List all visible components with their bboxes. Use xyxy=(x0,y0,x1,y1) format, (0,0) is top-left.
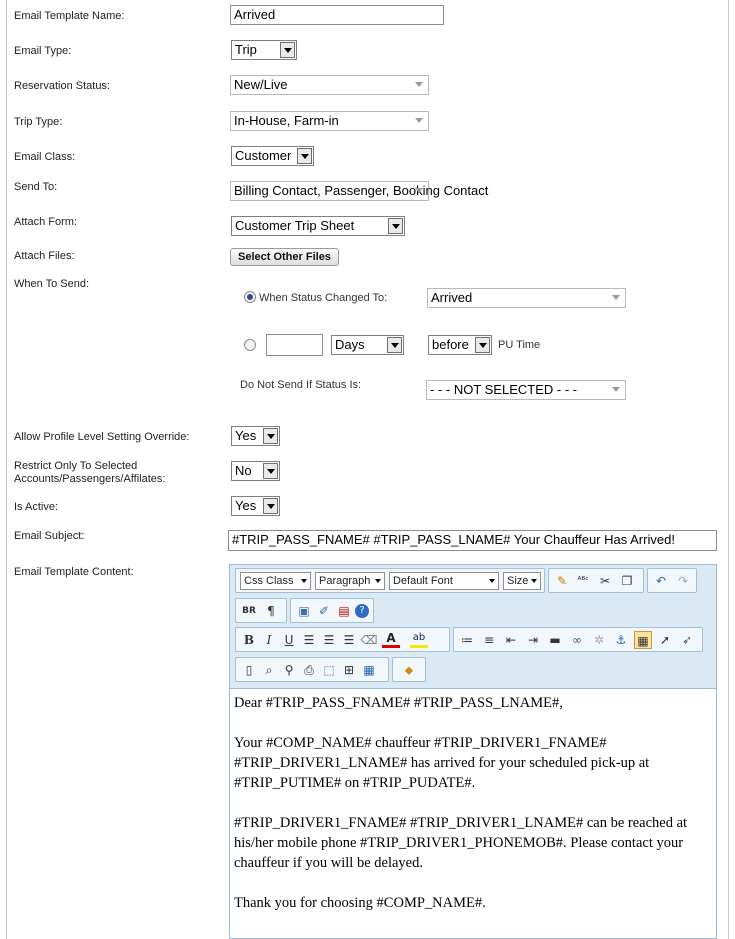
trip-type-value: In-House, Farm-in xyxy=(234,113,339,128)
ordered-list-icon[interactable]: ≔ xyxy=(461,633,473,647)
copy-icon[interactable]: ❐ xyxy=(621,574,633,588)
chevron-down-icon xyxy=(412,77,427,93)
frame-icon[interactable]: ⬚ xyxy=(323,663,335,677)
time-offset-radio[interactable] xyxy=(244,339,256,351)
content-paragraph-1: Dear #TRIP_PASS_FNAME# #TRIP_PASS_LNAME#, xyxy=(234,695,563,711)
select-other-files-button[interactable]: Select Other Files xyxy=(230,248,339,266)
help-icon[interactable]: ? xyxy=(355,604,369,618)
eraser-icon[interactable]: ⌫ xyxy=(360,633,378,647)
chevron-down-icon xyxy=(412,183,427,199)
edit-image-icon[interactable]: ✐ xyxy=(318,604,330,618)
label-restrict-line2: Accounts/Passengers/Affilates: xyxy=(14,473,166,485)
redo-icon[interactable]: ↷ xyxy=(677,574,689,588)
label-profile-override: Allow Profile Level Setting Override: xyxy=(14,431,190,443)
email-class-select[interactable] xyxy=(231,146,314,166)
template-name-input[interactable]: Arrived xyxy=(230,5,444,25)
paragraph-dropdown[interactable]: Paragraph xyxy=(315,572,385,590)
align-left-icon[interactable]: ☰ xyxy=(303,633,315,647)
anchor-icon[interactable]: ⚓ xyxy=(615,633,627,647)
email-subject-input[interactable]: #TRIP_PASS_FNAME# #TRIP_PASS_LNAME# Your Chauffeur Has Arrived! xyxy=(228,530,717,551)
horizontal-rule-icon[interactable]: ▬ xyxy=(549,633,561,647)
chevron-down-icon xyxy=(475,337,490,353)
chevron-down-icon xyxy=(280,42,295,58)
indent-icon[interactable]: ⇥ xyxy=(527,633,539,647)
when-status-changed-radio[interactable] xyxy=(244,291,256,303)
highlight-icon[interactable]: ab xyxy=(410,631,428,648)
content-paragraph-4: Thank you for choosing #COMP_NAME#. xyxy=(234,895,486,911)
is-active-select[interactable] xyxy=(231,496,280,516)
label-attach-form: Attach Form: xyxy=(14,216,77,228)
cut-icon[interactable]: ✂ xyxy=(599,574,611,588)
chevron-down-icon xyxy=(263,498,278,514)
email-type-value: Trip xyxy=(235,42,257,57)
offset-unit-select[interactable] xyxy=(331,335,404,355)
outdent-icon[interactable]: ⇤ xyxy=(505,633,517,647)
chevron-down-icon xyxy=(609,290,624,306)
send-to-value: Billing Contact, Passenger, Booking Contact xyxy=(234,183,489,198)
profile-override-select[interactable] xyxy=(231,426,280,446)
select-pointer-icon[interactable]: ➚ xyxy=(659,633,671,647)
label-email-type: Email Type: xyxy=(14,45,72,57)
undo-icon[interactable]: ↶ xyxy=(655,574,667,588)
label-attach-files: Attach Files: xyxy=(14,250,75,262)
paragraph-mark-icon[interactable]: ¶ xyxy=(267,604,275,618)
profile-override-value: Yes xyxy=(235,428,257,443)
offset-amount-input[interactable] xyxy=(266,334,323,356)
editor-toolbar xyxy=(230,565,716,689)
new-document-icon[interactable]: ▯ xyxy=(245,663,253,677)
email-class-value: Customer xyxy=(235,148,292,163)
label-when-to-send: When To Send: xyxy=(14,278,90,290)
spellcheck-icon[interactable]: ᴬᴮᶜ xyxy=(577,576,589,586)
when-status-changed-label: When Status Changed To: xyxy=(259,292,388,304)
editor-content-area[interactable] xyxy=(234,693,712,933)
image-icon[interactable]: ▣ xyxy=(298,604,310,618)
attach-form-value: Customer Trip Sheet xyxy=(235,218,355,233)
bold-icon[interactable]: B xyxy=(243,633,255,647)
restrict-select[interactable] xyxy=(231,461,280,481)
status-changed-select[interactable] xyxy=(427,288,626,308)
size-dropdown[interactable]: Size xyxy=(503,572,541,590)
font-color-icon[interactable]: A xyxy=(382,631,400,648)
do-not-send-value: - - - NOT SELECTED - - - xyxy=(430,382,578,397)
offset-relation-value: before xyxy=(432,337,469,352)
toolbar-format-group xyxy=(235,627,450,652)
reservation-status-value: New/Live xyxy=(234,77,288,92)
italic-icon[interactable]: I xyxy=(266,633,272,647)
align-center-icon[interactable]: ☰ xyxy=(323,633,335,647)
label-trip-type: Trip Type: xyxy=(14,116,63,128)
restrict-value: No xyxy=(235,463,252,478)
underline-icon[interactable]: U xyxy=(284,633,294,647)
css-class-dropdown[interactable]: Css Class xyxy=(240,572,311,590)
toolbar-history-group xyxy=(647,568,697,593)
font-dropdown[interactable]: Default Font xyxy=(389,572,499,590)
offset-relation-select[interactable] xyxy=(428,335,492,355)
chevron-down-icon xyxy=(387,337,402,353)
label-template-content: Email Template Content: xyxy=(14,566,134,578)
source-icon[interactable]: BR xyxy=(242,606,256,616)
is-active-value: Yes xyxy=(235,498,257,513)
toolbar-list-group xyxy=(453,627,703,652)
align-right-icon[interactable]: ☰ xyxy=(343,633,355,647)
offset-unit-value: Days xyxy=(335,337,365,352)
pdf-icon[interactable]: ▤ xyxy=(338,604,350,618)
pu-time-label: PU Time xyxy=(498,339,541,351)
send-to-select[interactable] xyxy=(230,181,489,201)
toolbar-dropdown-group xyxy=(235,568,545,593)
toolbar-document-group xyxy=(235,657,389,682)
chevron-down-icon xyxy=(297,148,312,164)
chevron-down-icon xyxy=(388,218,403,234)
label-send-to: Send To: xyxy=(14,181,58,193)
rich-text-editor xyxy=(229,564,717,939)
label-template-name: Email Template Name: xyxy=(14,10,125,22)
label-reservation-status: Reservation Status: xyxy=(14,80,110,92)
toolbar-clipboard-group xyxy=(548,568,644,593)
label-restrict-line1: Restrict Only To Selected xyxy=(14,460,138,472)
chevron-down-icon xyxy=(263,428,278,444)
find-icon[interactable]: ⚲ xyxy=(284,663,294,677)
email-type-select[interactable] xyxy=(231,40,297,60)
link-icon[interactable]: ∞ xyxy=(572,633,582,647)
tag-icon[interactable]: ⬥ xyxy=(404,663,414,677)
unordered-list-icon[interactable]: ≡ xyxy=(483,633,495,647)
reservation-status-select[interactable] xyxy=(230,75,429,95)
label-email-subject: Email Subject: xyxy=(14,530,85,542)
format-painter-icon[interactable]: ✎ xyxy=(556,574,568,588)
status-changed-value: Arrived xyxy=(431,290,473,305)
content-paragraph-2: Your #COMP_NAME# chauffeur #TRIP_DRIVER1_FNAME# #TRIP_DRIVER1_LNAME# has arrived for your scheduled pick-up at #TRIP_PUTIME# on #TRIP_PUDATE#. xyxy=(234,735,650,791)
chevron-down-icon xyxy=(412,113,427,129)
print-icon[interactable]: ⎙ xyxy=(304,663,314,677)
toolbar-source-group xyxy=(235,598,287,623)
box-icon[interactable]: ⊞ xyxy=(343,663,355,677)
do-not-send-select[interactable] xyxy=(426,380,626,400)
trip-type-select[interactable] xyxy=(230,111,429,131)
chevron-down-icon xyxy=(263,463,278,479)
label-is-active: Is Active: xyxy=(14,501,59,513)
label-email-class: Email Class: xyxy=(14,151,76,163)
table-icon[interactable]: ▦ xyxy=(363,663,375,677)
toolbar-media-group xyxy=(290,598,374,623)
grid-icon[interactable]: ▦ xyxy=(634,631,652,649)
toolbar-tag-group xyxy=(392,657,426,682)
chevron-down-icon xyxy=(609,382,624,398)
preview-icon[interactable]: ⌕ xyxy=(265,663,273,677)
unlink-icon[interactable]: ✲ xyxy=(593,633,605,647)
pointer-icon[interactable]: ➶ xyxy=(681,633,693,647)
attach-form-select[interactable] xyxy=(231,216,405,236)
do-not-send-label: Do Not Send If Status Is: xyxy=(240,379,362,391)
content-paragraph-3: #TRIP_DRIVER1_FNAME# #TRIP_DRIVER1_LNAME# can be reached at his/her mobile phone #TRIP_DRIVER1_PHONEMOB#. Please contact your chauffeur if you will be delayed. xyxy=(234,815,688,871)
